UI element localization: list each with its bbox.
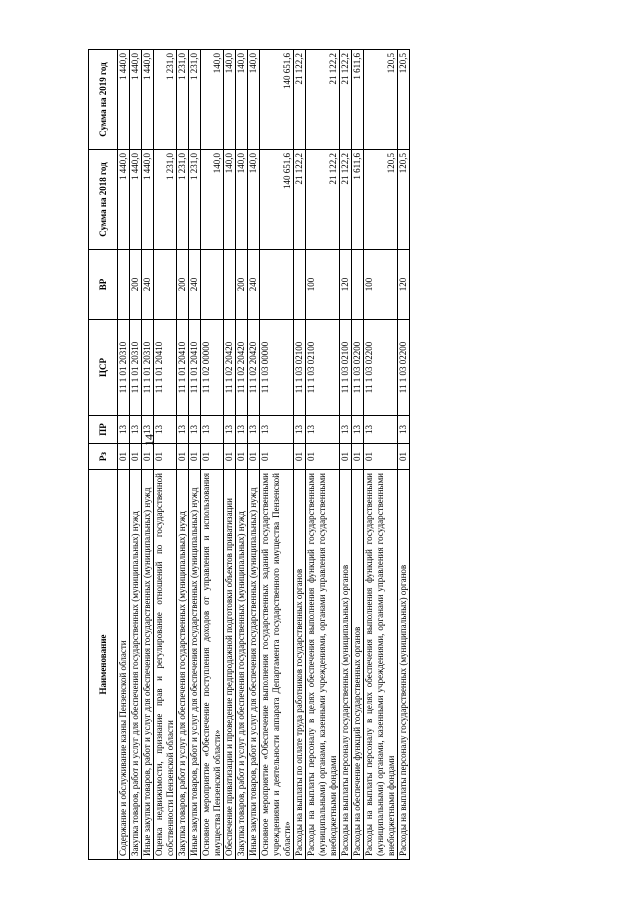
cell-csr: 11 1 01 20310 <box>142 320 154 416</box>
cell-rz: 01 <box>177 444 189 470</box>
cell-vr: 100 <box>306 250 340 320</box>
header-sum-2018: Сумма на 2018 год <box>89 150 118 250</box>
cell-rz: 01 <box>306 444 340 470</box>
table-row <box>201 50 224 860</box>
table-row <box>189 50 201 860</box>
cell-name: Расходы на выплаты персоналу в целях обеспечения выполнения функций государственными (муниципальными) органами, казенными учреждениями, органами управления государственными внебюджетными фондами <box>364 470 398 860</box>
cell-csr: 11 1 01 20410 <box>189 320 201 416</box>
cell-sum-2019: 21 122,2 <box>294 50 306 150</box>
header-pr: ПР <box>89 416 118 444</box>
cell-sum-2019: 21 122,2 <box>340 50 352 150</box>
table-row <box>154 50 177 860</box>
cell-sum-2019: 1 440,0 <box>142 50 154 150</box>
table-row <box>294 50 306 860</box>
cell-name: Обеспечение приватизации и проведение предпродажной подготовки объектов приватизации <box>224 470 236 860</box>
cell-pr: 13 <box>306 416 340 444</box>
cell-pr: 13 <box>177 416 189 444</box>
cell-sum-2019: 1 231,0 <box>189 50 201 150</box>
table-row <box>352 50 364 860</box>
cell-rz: 01 <box>130 444 142 470</box>
cell-vr: 240 <box>248 250 260 320</box>
cell-pr: 13 <box>236 416 248 444</box>
cell-rz: 01 <box>294 444 306 470</box>
cell-name: Расходы на выплаты персоналу государственных (муниципальных) органов <box>340 470 352 860</box>
cell-rz: 01 <box>142 444 154 470</box>
cell-csr: 11 1 02 00000 <box>201 320 224 416</box>
cell-rz: 01 <box>340 444 352 470</box>
cell-csr: 11 1 03 02200 <box>352 320 364 416</box>
cell-sum-2019: 1 440,0 <box>130 50 142 150</box>
table-row <box>398 50 410 860</box>
cell-sum-2018: 21 122,2 <box>294 150 306 250</box>
cell-vr: 120 <box>340 250 352 320</box>
table-row <box>118 50 130 860</box>
rotated-table-container <box>88 50 578 860</box>
cell-name: Закупка товаров, работ и услуг для обеспечения государственных (муниципальных) нужд <box>130 470 142 860</box>
cell-pr: 13 <box>189 416 201 444</box>
cell-sum-2018: 120,5 <box>398 150 410 250</box>
cell-sum-2019: 1 231,0 <box>154 50 177 150</box>
cell-vr <box>294 250 306 320</box>
cell-csr: 11 1 01 20410 <box>177 320 189 416</box>
cell-sum-2019: 140 651,6 <box>260 50 294 150</box>
cell-vr: 240 <box>142 250 154 320</box>
table-row <box>224 50 236 860</box>
cell-rz: 01 <box>118 444 130 470</box>
cell-vr: 200 <box>236 250 248 320</box>
cell-name: Расходы на выплаты персоналу в целях обеспечения выполнения функций государственными (муниципальными) органами, казенными учреждениями, органами управления государственными внебюджетными фондами <box>306 470 340 860</box>
header-name: Наименование <box>89 470 118 860</box>
cell-vr <box>118 250 130 320</box>
cell-csr: 11 1 01 20310 <box>118 320 130 416</box>
cell-sum-2018: 1 231,0 <box>189 150 201 250</box>
cell-name: Содержание и обслуживание казны Пензенской области <box>118 470 130 860</box>
table-row <box>260 50 294 860</box>
cell-sum-2019: 140,0 <box>236 50 248 150</box>
cell-pr: 13 <box>142 416 154 444</box>
cell-name: Иные закупки товаров, работ и услуг для обеспечения государственных (муниципальных) нужд <box>248 470 260 860</box>
cell-pr: 13 <box>224 416 236 444</box>
cell-sum-2018: 1 611,6 <box>352 150 364 250</box>
cell-pr: 13 <box>154 416 177 444</box>
cell-sum-2018: 140 651,6 <box>260 150 294 250</box>
cell-sum-2018: 1 440,0 <box>142 150 154 250</box>
cell-sum-2019: 140,0 <box>201 50 224 150</box>
cell-vr: 200 <box>130 250 142 320</box>
cell-rz: 01 <box>398 444 410 470</box>
cell-sum-2018: 21 122,2 <box>306 150 340 250</box>
header-sum-2019: Сумма на 2019 год <box>89 50 118 150</box>
cell-sum-2019: 120,5 <box>398 50 410 150</box>
cell-sum-2018: 140,0 <box>236 150 248 250</box>
budget-table <box>88 49 410 860</box>
cell-csr: 11 1 03 02200 <box>398 320 410 416</box>
table-row <box>306 50 340 860</box>
cell-name: Расходы на обеспечение функций государственных органов <box>352 470 364 860</box>
cell-sum-2018: 1 440,0 <box>118 150 130 250</box>
table-header-row <box>89 50 118 860</box>
cell-sum-2019: 1 440,0 <box>118 50 130 150</box>
table-row <box>130 50 142 860</box>
cell-vr <box>224 250 236 320</box>
cell-rz: 01 <box>364 444 398 470</box>
cell-rz: 01 <box>248 444 260 470</box>
cell-pr: 13 <box>398 416 410 444</box>
table-row <box>340 50 352 860</box>
cell-name: Оценка недвижимости, признание прав и регулирование отношений по государственной собственности Пензенской области <box>154 470 177 860</box>
cell-csr: 11 1 03 02100 <box>306 320 340 416</box>
cell-pr: 13 <box>364 416 398 444</box>
cell-pr: 13 <box>118 416 130 444</box>
cell-sum-2018: 1 440,0 <box>130 150 142 250</box>
cell-name: Основное мероприятие «Обеспечение поступления доходов от управления и использования имущества Пензенской области» <box>201 470 224 860</box>
cell-sum-2018: 21 122,2 <box>340 150 352 250</box>
cell-name: Основное мероприятие «Обеспечение выполнения государственных заданий государственными учреждениями и деятельности аппарата Департамента государственного имущества Пензенской области» <box>260 470 294 860</box>
cell-sum-2018: 140,0 <box>248 150 260 250</box>
cell-rz: 01 <box>352 444 364 470</box>
cell-csr: 11 1 01 20310 <box>130 320 142 416</box>
cell-rz: 01 <box>154 444 177 470</box>
cell-name: Закупка товаров, работ и услуг для обеспечения государственных (муниципальных) нужд <box>236 470 248 860</box>
cell-sum-2019: 21 122,2 <box>306 50 340 150</box>
cell-sum-2018: 1 231,0 <box>177 150 189 250</box>
cell-name: Иные закупки товаров, работ и услуг для обеспечения государственных (муниципальных) нужд <box>142 470 154 860</box>
table-row <box>248 50 260 860</box>
cell-csr: 11 1 02 20420 <box>248 320 260 416</box>
table-row <box>177 50 189 860</box>
cell-name: Расходы на выплаты персоналу государственных (муниципальных) органов <box>398 470 410 860</box>
cell-pr: 13 <box>340 416 352 444</box>
cell-rz: 01 <box>260 444 294 470</box>
cell-rz: 01 <box>201 444 224 470</box>
cell-sum-2019: 1 231,0 <box>177 50 189 150</box>
cell-sum-2018: 140,0 <box>201 150 224 250</box>
cell-csr: 11 1 03 02200 <box>364 320 398 416</box>
cell-pr: 13 <box>201 416 224 444</box>
page-number: 14 <box>142 434 156 446</box>
cell-sum-2018: 140,0 <box>224 150 236 250</box>
cell-pr: 13 <box>130 416 142 444</box>
cell-vr <box>154 250 177 320</box>
cell-csr: 11 1 02 20420 <box>236 320 248 416</box>
cell-pr: 13 <box>260 416 294 444</box>
cell-vr <box>201 250 224 320</box>
cell-name: Закупка товаров, работ и услуг для обеспечения государственных (муниципальных) нужд <box>177 470 189 860</box>
cell-vr: 200 <box>177 250 189 320</box>
cell-csr: 11 1 03 02100 <box>294 320 306 416</box>
cell-name: Иные закупки товаров, работ и услуг для обеспечения государственных (муниципальных) нужд <box>189 470 201 860</box>
cell-sum-2019: 140,0 <box>248 50 260 150</box>
table-row <box>142 50 154 860</box>
cell-rz: 01 <box>189 444 201 470</box>
header-csr: ЦСР <box>89 320 118 416</box>
table-row <box>236 50 248 860</box>
cell-sum-2018: 120,5 <box>364 150 398 250</box>
cell-csr: 11 1 03 02100 <box>340 320 352 416</box>
cell-csr: 11 1 01 20410 <box>154 320 177 416</box>
cell-vr: 100 <box>364 250 398 320</box>
cell-pr: 13 <box>248 416 260 444</box>
cell-rz: 01 <box>236 444 248 470</box>
cell-vr: 120 <box>398 250 410 320</box>
cell-sum-2019: 120,5 <box>364 50 398 150</box>
cell-sum-2018: 1 231,0 <box>154 150 177 250</box>
cell-csr: 11 1 02 20420 <box>224 320 236 416</box>
cell-pr: 13 <box>352 416 364 444</box>
table-row <box>364 50 398 860</box>
header-vr: ВР <box>89 250 118 320</box>
cell-rz: 01 <box>224 444 236 470</box>
cell-sum-2019: 1 611,6 <box>352 50 364 150</box>
header-rz: Рз <box>89 444 118 470</box>
cell-vr <box>352 250 364 320</box>
cell-csr: 11 1 03 00000 <box>260 320 294 416</box>
cell-name: Расходы на выплаты по оплате труда работников государственных органов <box>294 470 306 860</box>
cell-vr: 240 <box>189 250 201 320</box>
cell-pr: 13 <box>294 416 306 444</box>
cell-sum-2019: 140,0 <box>224 50 236 150</box>
cell-vr <box>260 250 294 320</box>
